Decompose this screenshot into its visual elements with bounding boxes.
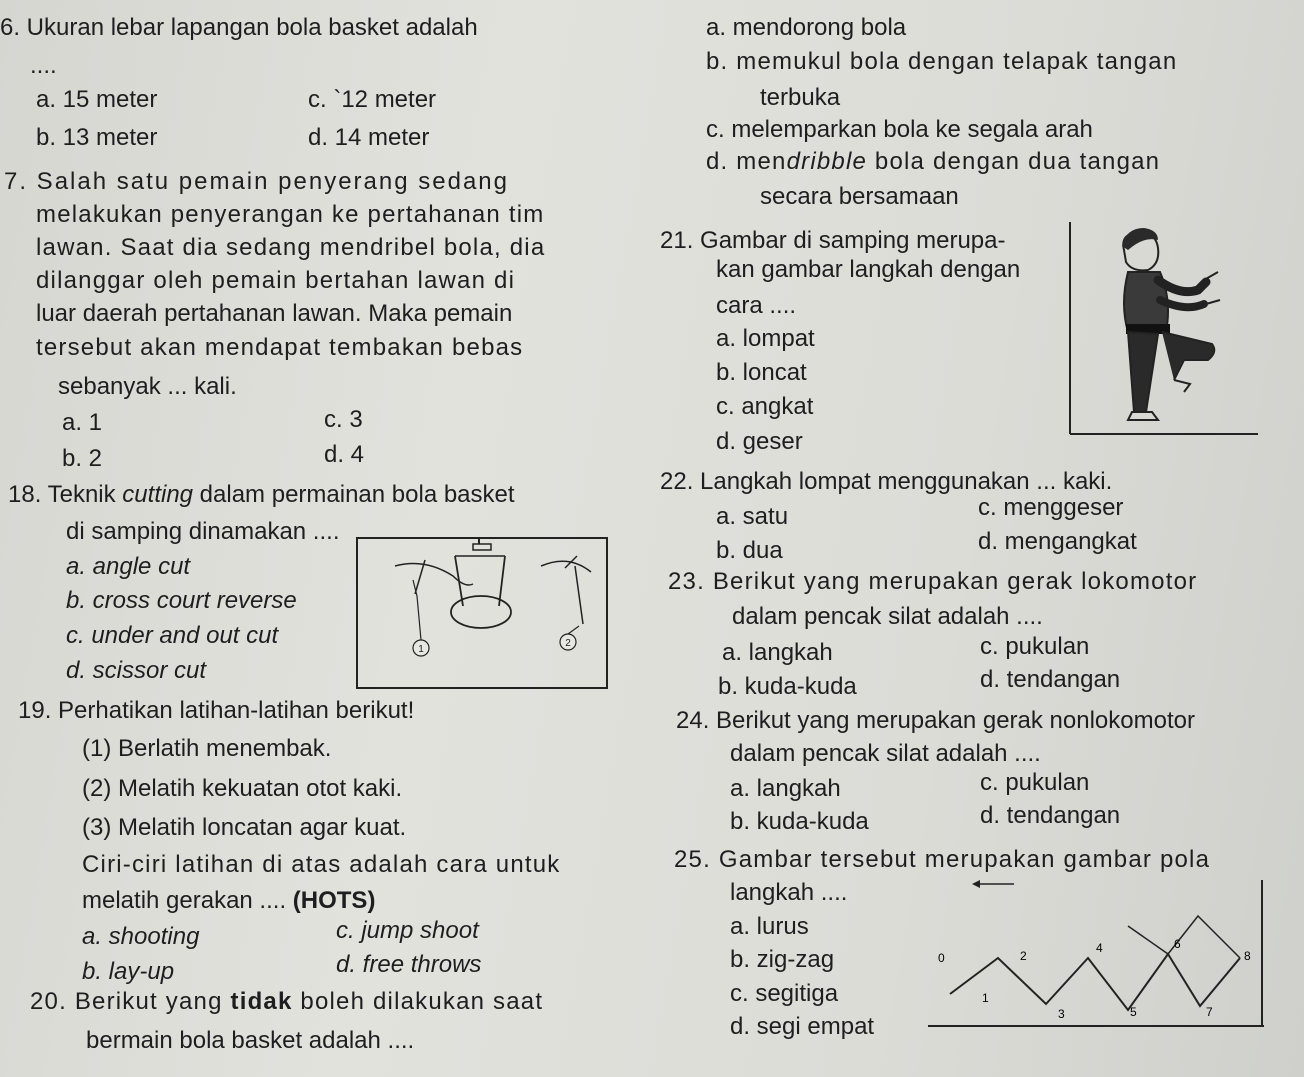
q7-line-1: 7. Salah satu pemain penyerang sedang bbox=[4, 168, 509, 195]
q25-step-2: 2 bbox=[1020, 949, 1027, 963]
q20-d-dribble: dribble bbox=[786, 148, 868, 175]
q18-line-1 bbox=[8, 481, 515, 509]
q7-line-7: sebanyak ... kali. bbox=[58, 373, 237, 400]
q25-option-b: b. zig-zag bbox=[730, 946, 835, 973]
q21-line-2: kan gambar langkah dengan bbox=[716, 256, 1021, 283]
q20-option-d-cont: secara bersamaan bbox=[760, 183, 959, 210]
q25-step-8: 8 bbox=[1244, 949, 1251, 963]
q19-line-1: 19. Perhatikan latihan-latihan berikut! bbox=[18, 697, 415, 724]
q22-line-1: 22. Langkah lompat menggunakan ... kaki. bbox=[660, 468, 1113, 495]
q25-line-1: 25. Gambar tersebut merupakan gambar pola bbox=[674, 846, 1211, 873]
q18-option-a: a. angle cut bbox=[66, 553, 191, 580]
q24-option-c: c. pukulan bbox=[980, 769, 1090, 796]
q24-option-b: b. kuda-kuda bbox=[730, 808, 869, 835]
q19-option-b: b. lay-up bbox=[82, 958, 175, 985]
q18-fig-label-2: 2 bbox=[565, 638, 571, 649]
q20-option-b: b. memukul bola dengan telapak tangan bbox=[706, 48, 1178, 75]
q6-option-a: a. 15 meter bbox=[36, 86, 158, 113]
q22-option-c: c. menggeser bbox=[978, 494, 1124, 521]
q23-line-2: dalam pencak silat adalah .... bbox=[732, 603, 1043, 630]
q19-option-a: a. shooting bbox=[82, 923, 200, 950]
q21-stance-figure bbox=[1068, 220, 1264, 440]
q23-option-c: c. pukulan bbox=[980, 633, 1090, 660]
q25-step-0: 0 bbox=[938, 951, 945, 965]
q18-option-d: d. scissor cut bbox=[66, 657, 207, 684]
q24-option-a: a. langkah bbox=[730, 775, 841, 802]
q20-option-a: a. mendorong bola bbox=[706, 14, 907, 41]
q19-item-2: (2) Melatih kekuatan otot kaki. bbox=[82, 775, 403, 802]
q6-option-d: d. 14 meter bbox=[308, 124, 430, 151]
q7-line-6: tersebut akan mendapat tembakan bebas bbox=[36, 334, 524, 361]
q7-option-c: c. 3 bbox=[324, 406, 363, 433]
q20-d-a: d. men bbox=[706, 148, 787, 175]
q21-option-d: d. geser bbox=[716, 428, 803, 455]
q19-hots-label: (HOTS) bbox=[292, 887, 376, 914]
q23-option-a: a. langkah bbox=[722, 639, 833, 666]
q22-option-a: a. satu bbox=[716, 503, 789, 530]
q18-court-diagram bbox=[355, 536, 611, 690]
q25-step-6: 6 bbox=[1174, 937, 1181, 951]
q20-line-1 bbox=[30, 988, 543, 1016]
q20-l1-a: 20. Berikut yang bbox=[30, 988, 231, 1015]
q19-line-3 bbox=[82, 887, 375, 915]
q6-stem: 6. Ukuran lebar lapangan bola basket adalah bbox=[0, 14, 478, 41]
q25-step-4: 4 bbox=[1096, 941, 1103, 955]
q25-step-3: 3 bbox=[1058, 1007, 1065, 1021]
q6-option-c: c. `12 meter bbox=[308, 86, 437, 113]
q19-line-2: Ciri-ciri latihan di atas adalah cara untuk bbox=[82, 851, 561, 878]
q18-l1-cutting: cutting bbox=[122, 481, 194, 508]
q20-option-c: c. melemparkan bola ke segala arah bbox=[706, 116, 1093, 143]
q7-option-b: b. 2 bbox=[62, 445, 103, 472]
q24-line-1: 24. Berikut yang merupakan gerak nonlokomotor bbox=[676, 707, 1195, 734]
q25-zigzag-diagram bbox=[928, 876, 1268, 1036]
q21-line-3: cara .... bbox=[716, 292, 797, 319]
q21-option-a: a. lompat bbox=[716, 325, 815, 352]
q20-line-2: bermain bola basket adalah .... bbox=[86, 1027, 415, 1054]
q18-l1-a: 18. Teknik bbox=[8, 481, 123, 508]
q19-item-3: (3) Melatih loncatan agar kuat. bbox=[82, 814, 407, 841]
q25-option-a: a. lurus bbox=[730, 913, 809, 940]
q20-d-c: bola dengan dua tangan bbox=[867, 148, 1161, 175]
q25-option-c: c. segitiga bbox=[730, 980, 839, 1007]
q20-option-b-cont: terbuka bbox=[760, 84, 841, 111]
q21-option-c: c. angkat bbox=[716, 393, 814, 420]
q25-step-5: 5 bbox=[1130, 1005, 1137, 1019]
q7-option-d: d. 4 bbox=[324, 441, 365, 468]
q6-option-b: b. 13 meter bbox=[36, 124, 158, 151]
q18-option-c: c. under and out cut bbox=[66, 622, 279, 649]
q25-option-d: d. segi empat bbox=[730, 1013, 875, 1040]
q18-line-2: di samping dinamakan .... bbox=[66, 518, 340, 545]
q6-stem-cont: .... bbox=[30, 52, 57, 79]
q21-option-b: b. loncat bbox=[716, 359, 807, 386]
q24-option-d: d. tendangan bbox=[980, 802, 1121, 829]
q19-option-c: c. jump shoot bbox=[336, 917, 479, 944]
q25-step-7: 7 bbox=[1206, 1005, 1213, 1019]
q19-l3-a: melatih gerakan .... bbox=[82, 887, 293, 914]
q19-item-1: (1) Berlatih menembak. bbox=[82, 735, 332, 762]
q22-option-b: b. dua bbox=[716, 537, 783, 564]
q23-option-d: d. tendangan bbox=[980, 666, 1121, 693]
q21-line-1: 21. Gambar di samping merupa- bbox=[660, 227, 1006, 254]
q7-line-4: dilanggar oleh pemain bertahan lawan di bbox=[36, 267, 516, 294]
q20-l1-c: boleh dilakukan saat bbox=[292, 988, 544, 1015]
q18-option-b: b. cross court reverse bbox=[66, 587, 297, 614]
q20-option-d bbox=[706, 148, 1160, 176]
q25-line-2: langkah .... bbox=[730, 879, 848, 906]
q18-l1-c: dalam permainan bola basket bbox=[193, 481, 515, 508]
q24-line-2: dalam pencak silat adalah .... bbox=[730, 740, 1041, 767]
q7-line-3: lawan. Saat dia sedang mendribel bola, dia bbox=[36, 234, 546, 261]
q19-option-d: d. free throws bbox=[336, 951, 482, 978]
q7-line-5: luar daerah pertahanan lawan. Maka pemain bbox=[36, 300, 513, 327]
q7-line-2: melakukan penyerangan ke pertahanan tim bbox=[36, 201, 545, 228]
q23-option-b: b. kuda-kuda bbox=[718, 673, 857, 700]
q7-option-a: a. 1 bbox=[62, 409, 103, 436]
q22-option-d: d. mengangkat bbox=[978, 528, 1137, 555]
q18-fig-label-1: 1 bbox=[418, 644, 424, 655]
q20-l1-tidak: tidak bbox=[230, 988, 293, 1015]
q25-step-1: 1 bbox=[982, 991, 989, 1005]
q23-line-1: 23. Berikut yang merupakan gerak lokomotor bbox=[668, 568, 1198, 595]
